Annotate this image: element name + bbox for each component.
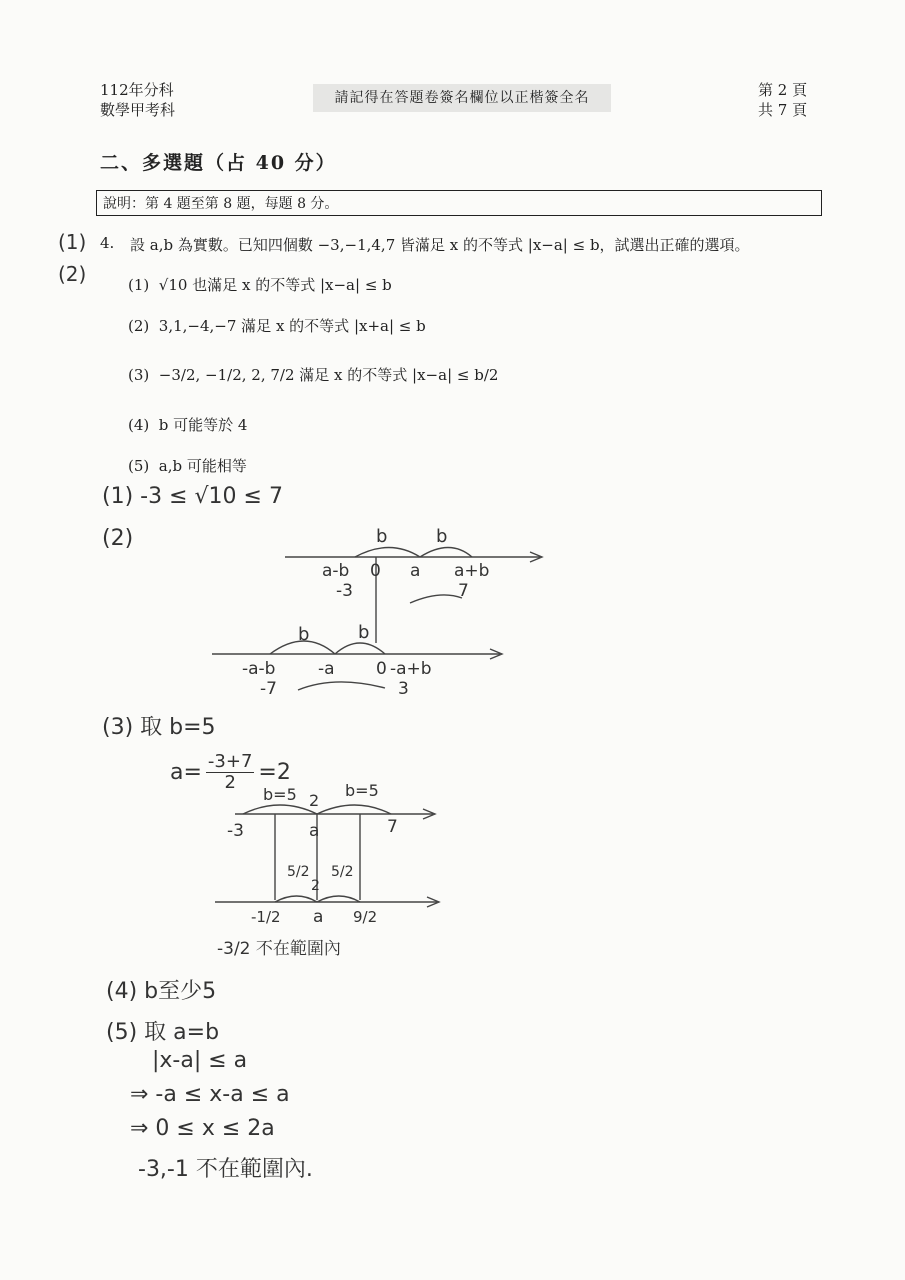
tick-seven: 7 xyxy=(387,817,398,837)
option-text: 3,1,−4,−7 滿足 x 的不等式 |x+a| ≤ b xyxy=(158,317,426,335)
option-label: (4) xyxy=(128,416,150,434)
range-high: 7 xyxy=(458,581,469,601)
exam-title xyxy=(100,80,175,120)
tick-zero: 0 xyxy=(370,561,381,581)
a-result: =2 xyxy=(258,760,291,785)
option-5 xyxy=(128,455,247,476)
page-number xyxy=(758,80,807,120)
instructions-box: 說明：第 4 題至第 8 題，每題 8 分。 xyxy=(96,190,822,216)
question-stem: 設 a,b 為實數。已知四個數 −3,−1,4,7 皆滿足 x 的不等式 |x−a| ≤ b，試選出正確的選項。 xyxy=(130,236,750,254)
top-label-right: b=5 xyxy=(345,781,379,800)
tick-zero-bottom: 0 xyxy=(376,659,387,679)
arc-b-left xyxy=(355,548,420,558)
tick-nine-half: 9/2 xyxy=(353,908,378,926)
range-curve-top xyxy=(410,595,462,603)
page-total: 共 7 頁 xyxy=(758,101,808,119)
tick-a-3: a xyxy=(309,821,320,841)
arc-b-right xyxy=(420,548,472,558)
bottom-mid-label: 2 xyxy=(311,878,320,894)
solution-part5-conclusion: -3,-1 不在範圍內. xyxy=(138,1157,313,1182)
exam-subject: 數學甲考科 xyxy=(100,101,176,119)
solution-part5-title: (5) 取 a=b xyxy=(106,1020,220,1045)
half-b-right: 5/2 xyxy=(331,864,354,880)
handwritten-answer-2: (2) xyxy=(58,262,87,286)
option-2 xyxy=(128,315,426,336)
tick-a-plus-b: a+b xyxy=(454,561,490,581)
tick-a: a xyxy=(410,561,421,581)
out-of-range-note: -3/2 不在範圍內 xyxy=(217,939,341,959)
question-number: 4. xyxy=(100,234,115,252)
solution-part1: (1) -3 ≤ √10 ≤ 7 xyxy=(102,484,283,509)
tick-neg-a-minus-b: -a-b xyxy=(242,659,276,679)
section-title: 二、多選題（占 40 分） xyxy=(100,152,337,174)
top-b1: b xyxy=(376,526,388,547)
tick-a-bottom: a xyxy=(313,907,324,927)
option-1 xyxy=(128,274,392,295)
range-curve-bottom xyxy=(298,682,385,690)
arc-half-right xyxy=(317,896,360,902)
arc-right-3 xyxy=(317,805,391,814)
option-text: √10 也滿足 x 的不等式 |x−a| ≤ b xyxy=(158,276,392,294)
top-label-left: b=5 xyxy=(263,785,297,804)
number-line-figure-2 xyxy=(200,520,560,710)
option-label: (3) xyxy=(128,366,150,384)
bottom-b1: b xyxy=(298,624,310,645)
option-text: a,b 可能相等 xyxy=(158,457,247,475)
half-b-left: 5/2 xyxy=(287,864,310,880)
option-label: (5) xyxy=(128,457,150,475)
tick-neg-a: -a xyxy=(318,659,335,679)
arc-half-left xyxy=(275,896,317,902)
solution-part5-step2: ⇒ 0 ≤ x ≤ 2a xyxy=(130,1116,275,1141)
a-equals: a= xyxy=(170,760,202,785)
range-low: -3 xyxy=(336,581,353,601)
tick-neg-a-plus-b: -a+b xyxy=(390,659,432,679)
solution-part5-ineq: |x-a| ≤ a xyxy=(152,1048,248,1073)
top-b2: b xyxy=(436,526,448,547)
option-text: b 可能等於 4 xyxy=(158,416,248,434)
option-4 xyxy=(128,414,247,435)
option-text: −3/2, −1/2, 2, 7/2 滿足 x 的不等式 |x−a| ≤ b/2 xyxy=(158,366,499,384)
solution-part5-step1: ⇒ -a ≤ x-a ≤ a xyxy=(130,1082,290,1107)
exam-year: 112年分科 xyxy=(100,81,174,99)
arc-left-3 xyxy=(243,805,317,814)
handwritten-answer-1: (1) xyxy=(58,230,87,254)
page-current: 第 2 頁 xyxy=(758,81,808,99)
fraction-denominator: 2 xyxy=(224,772,236,793)
solution-part2-label: (2) xyxy=(102,526,134,551)
fraction-numerator: -3+7 xyxy=(207,751,253,772)
top-label-mid: 2 xyxy=(309,791,320,810)
signature-notice: 請記得在答題卷簽名欄位以正楷簽全名 xyxy=(313,84,611,112)
tick-a-minus-b: a-b xyxy=(322,561,350,581)
range-low-bottom: -7 xyxy=(260,679,277,699)
option-label: (2) xyxy=(128,317,150,335)
solution-part3: (3) 取 b=5 xyxy=(102,715,216,740)
solution-part4: (4) b至少5 xyxy=(106,979,217,1004)
number-line-figure-3 xyxy=(205,778,455,968)
tick-neg3: -3 xyxy=(227,821,244,841)
range-high-bottom: 3 xyxy=(398,679,409,699)
arc-b-right-bottom xyxy=(335,643,385,654)
tick-neg-half: -1/2 xyxy=(251,908,281,926)
option-label: (1) xyxy=(128,276,150,294)
option-3 xyxy=(128,364,498,385)
bottom-b2: b xyxy=(358,622,370,643)
